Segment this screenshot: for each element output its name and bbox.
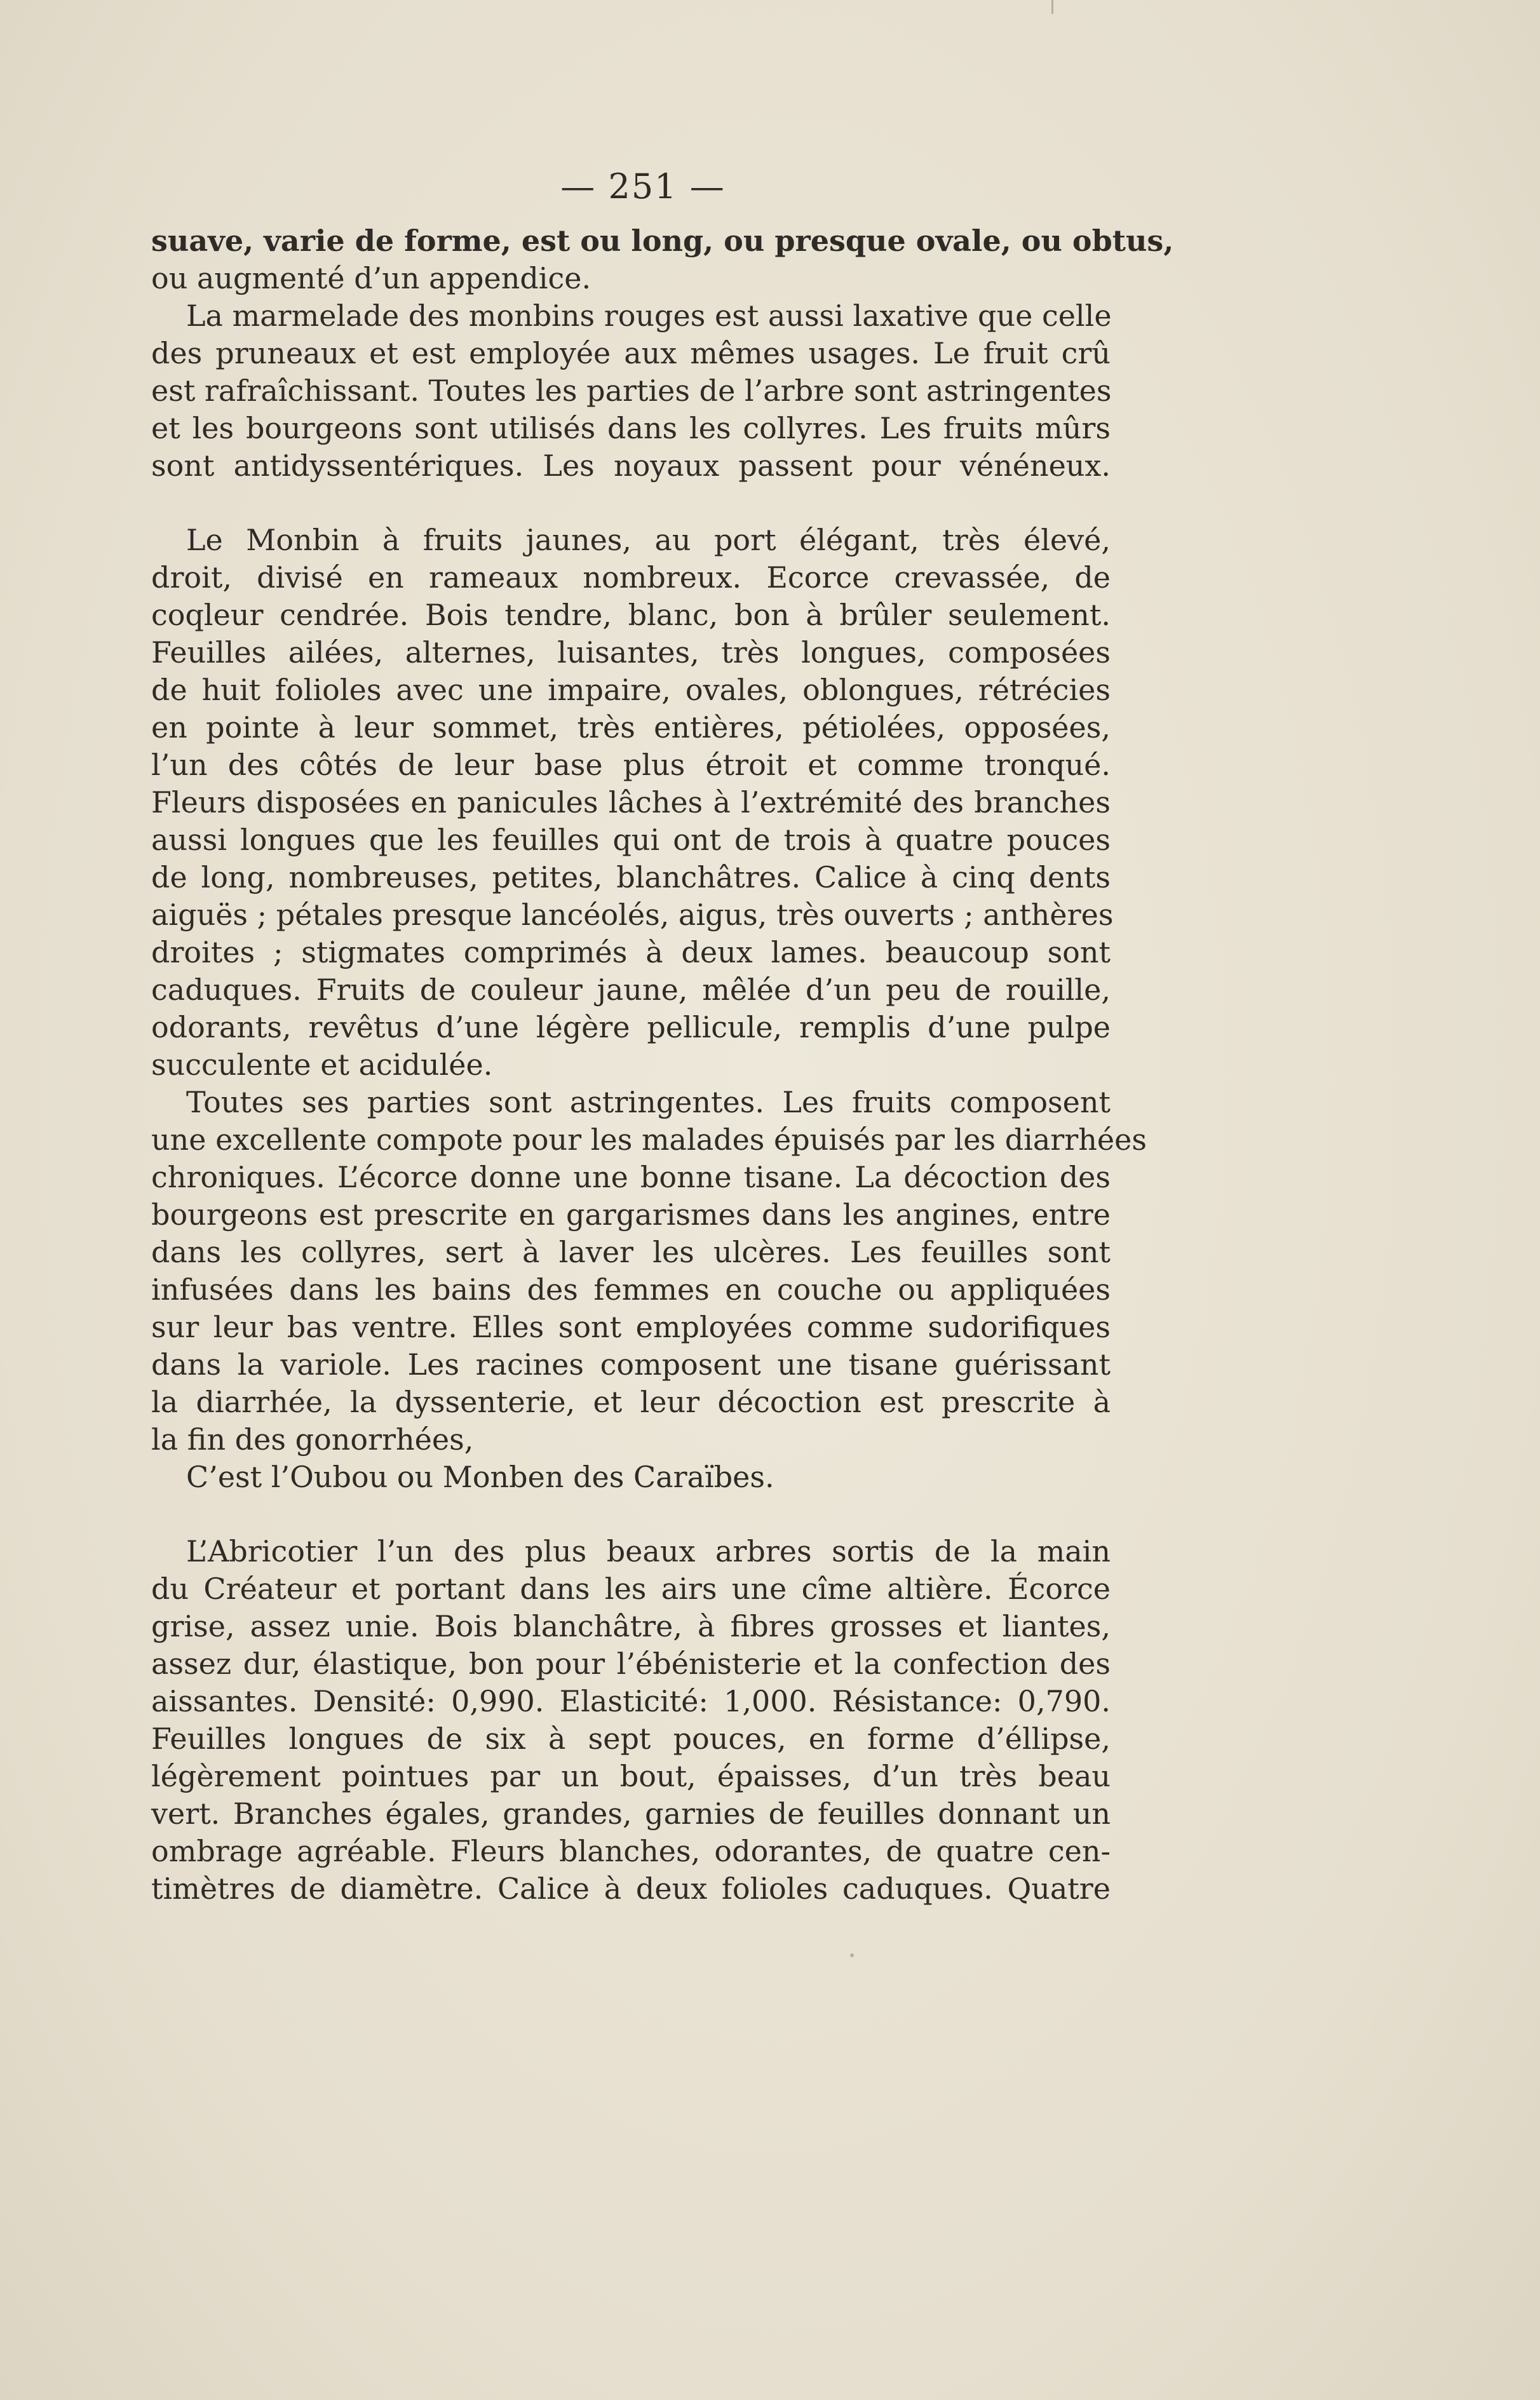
text-line: aissantes. Densité: 0,990. Elasticité: 1,000. Résistance: 0,790. <box>151 1684 1111 1718</box>
text-line: Feuilles longues de six à sept pouces, en forme d’éllipse, <box>151 1722 1111 1756</box>
text-line: Toutes ses parties sont astringentes. Les fruits composent <box>186 1085 1111 1119</box>
text-line: la fin des gonorrhées, <box>151 1422 474 1457</box>
text-line: de huit folioles avec une impaire, ovales, oblongues, rétrécies <box>151 673 1111 707</box>
text-line: dans la variole. Les racines composent une tisane guérissant <box>151 1347 1111 1382</box>
text-line: ombrage agréable. Fleurs blanches, odorantes, de quatre cen- <box>151 1834 1111 1868</box>
text-line: odorants, revêtus d’une légère pellicule, remplis d’une pulpe <box>151 1010 1111 1044</box>
text-line: du Créateur et portant dans les airs une cîme altière. Écorce <box>151 1572 1111 1606</box>
text-line: ou augmenté d’un appendice. <box>151 261 591 295</box>
text-line: grise, assez unie. Bois blanchâtre, à fibres grosses et liantes, <box>151 1609 1111 1643</box>
text-line: droit, divisé en rameaux nombreux. Ecorce crevassée, de <box>151 560 1111 595</box>
paper-speck <box>850 1953 854 1957</box>
text-line: dans les collyres, sert à laver les ulcères. Les feuilles sont <box>151 1235 1111 1269</box>
text-line: La marmelade des monbins rouges est aussi laxative que celle <box>186 299 1112 333</box>
text-line: assez dur, élastique, bon pour l’ébénisterie et la confection des <box>151 1647 1111 1681</box>
text-line: est rafraîchissant. Toutes les parties de l’arbre sont astringentes <box>151 374 1112 408</box>
page-number: — 251 — <box>560 166 726 206</box>
text-line: C’est l’Oubou ou Monben des Caraïbes. <box>186 1460 774 1494</box>
paragraph <box>151 1533 1111 1908</box>
text-line: de long, nombreuses, petites, blanchâtres. Calice à cinq dents <box>151 860 1111 894</box>
text-line: Feuilles ailées, alternes, luisantes, très longues, composées <box>151 635 1111 670</box>
text-line: Le Monbin à fruits jaunes, au port élégant, très élevé, <box>186 523 1111 557</box>
text-line: suave, varie de forme, est ou long, ou presque ovale, ou obtus, <box>151 224 1174 258</box>
text-line: sont antidyssentériques. Les noyaux passent pour vénéneux. <box>151 448 1111 483</box>
text-line: et les bourgeons sont utilisés dans les collyres. Les fruits mûrs <box>151 411 1111 445</box>
text-line: timètres de diamètre. Calice à deux folioles caduques. Quatre <box>151 1871 1111 1906</box>
page-body <box>151 222 1174 1908</box>
text-line: L’Abricotier l’un des plus beaux arbres sortis de la main <box>186 1534 1111 1568</box>
paragraph <box>151 1084 1147 1459</box>
text-line: une excellente compote pour les malades épuisés par les diarrhées <box>151 1122 1147 1157</box>
paragraph <box>151 1459 1111 1496</box>
paragraph <box>151 297 1111 485</box>
text-line: vert. Branches égales, grandes, garnies de feuilles donnant un <box>151 1797 1111 1831</box>
text-line: Fleurs disposées en panicules lâches à l’extrémité des branches <box>151 785 1111 819</box>
text-line: des pruneaux et est employée aux mêmes usages. Le fruit crû <box>151 336 1111 370</box>
text-line: succulente et acidulée. <box>151 1048 493 1082</box>
text-line: aiguës ; pétales presque lancéolés, aigus, très ouverts ; anthères <box>151 898 1114 932</box>
text-line: en pointe à leur sommet, très entières, pétiolées, opposées, <box>151 710 1111 745</box>
text-line: coqleur cendrée. Bois tendre, blanc, bon à brûler seulement. <box>151 598 1111 632</box>
text-line: aussi longues que les feuilles qui ont de trois à quatre pouces <box>151 823 1111 857</box>
text-line: légèrement pointues par un bout, épaisses, d’un très beau <box>151 1759 1111 1793</box>
text-line: caduques. Fruits de couleur jaune, mêlée d’un peu de rouille, <box>151 973 1111 1007</box>
text-line: l’un des côtés de leur base plus étroit et comme tronqué. <box>151 748 1111 782</box>
text-line: droites ; stigmates comprimés à deux lames. beaucoup sont <box>151 935 1111 969</box>
paragraph <box>151 522 1114 1084</box>
text-line: bourgeons est prescrite en gargarismes dans les angines, entre <box>151 1197 1111 1232</box>
text-line: la diarrhée, la dyssenterie, et leur décoction est prescrite à <box>151 1385 1111 1419</box>
paragraph-spacer <box>151 1496 1111 1533</box>
paragraph-spacer <box>151 485 1111 522</box>
text-line: infusées dans les bains des femmes en couche ou appliquées <box>151 1272 1111 1307</box>
paper-speck <box>1051 0 1053 14</box>
text-line: sur leur bas ventre. Elles sont employées comme sudorifiques <box>151 1310 1111 1344</box>
text-line: chroniques. L’écorce donne une bonne tisane. La décoction des <box>151 1160 1111 1194</box>
paragraph <box>151 222 1174 297</box>
